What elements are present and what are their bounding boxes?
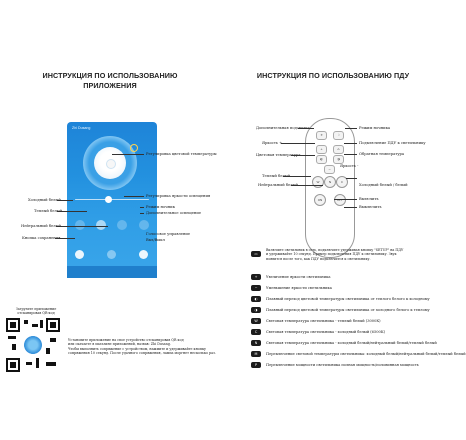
leader-line xyxy=(55,238,75,239)
leader-line xyxy=(283,176,311,177)
label-extra-light: Дополнительное освещение xyxy=(146,211,202,215)
instructions-line: сопряжения 10 секунд. После удачного сопряжения, лампа моргнет несколько раз. xyxy=(68,350,216,355)
on-button[interactable]: ON xyxy=(314,194,326,206)
legend-icon: ◐ xyxy=(251,296,261,302)
instructions-line: Установите приложение на свое устройство отсканировав QR код xyxy=(68,338,184,342)
qr-code[interactable] xyxy=(6,318,60,372)
qr-module xyxy=(12,344,16,350)
app-title: Zhi Dusang xyxy=(72,126,91,130)
leader-line xyxy=(346,178,357,179)
leader-line xyxy=(281,143,315,144)
setup-button[interactable]: ⌂ xyxy=(333,145,344,154)
label-on-off: Вкл/Выкл xyxy=(146,238,165,242)
label-brightness-minus: Яркость - xyxy=(340,164,359,168)
color-temp-button[interactable]: ◐ xyxy=(316,155,327,164)
leader-line xyxy=(56,226,108,227)
pairing-line: и удерживайте 10 секунд. Пример подключения ПДУ к светильнику. Звук xyxy=(266,252,397,257)
label-night-mode: Режим ночник xyxy=(146,205,175,209)
brightness-slider-thumb[interactable] xyxy=(105,196,112,203)
legend-text: Световая температура светильника - теплый белый (3000К) xyxy=(266,319,381,323)
label-turn-on: Включить xyxy=(359,197,379,201)
qr-finder-core xyxy=(50,322,56,328)
label-pair-remote: Подключение ПДУ к светильнику xyxy=(359,141,426,145)
left-heading-line1: ИНСТРУКЦИЯ ПО ИСПОЛЬЗОВАНИЮ xyxy=(42,71,178,80)
mode-buttons xyxy=(75,220,149,230)
pairing-line: появится после того, как ПДУ подключится к светильнику. xyxy=(266,256,371,261)
qr-finder-core xyxy=(10,362,16,368)
label-neutral-white: Нейтральный белый xyxy=(258,183,298,187)
label-turn-off: Выключить xyxy=(359,205,382,209)
legend-icon: C xyxy=(251,329,261,335)
leader-line xyxy=(124,196,144,197)
leader-line xyxy=(140,207,144,208)
extra-light-button[interactable]: ☀ xyxy=(316,131,327,140)
qr-module xyxy=(26,362,32,365)
label-color-temp: Цветовая температура xyxy=(256,153,301,157)
label-cold-neutral: Холодный белый / белый xyxy=(359,183,408,187)
night-mode-button[interactable] xyxy=(139,220,149,230)
qr-module xyxy=(40,320,43,328)
qr-module xyxy=(32,324,38,327)
leader-line xyxy=(345,128,357,129)
qr-caption xyxy=(6,307,66,316)
label-voice-control: Голосовое управление xyxy=(146,232,191,236)
qr-module xyxy=(50,338,56,342)
app-logo-icon xyxy=(24,336,42,354)
qr-finder-core xyxy=(10,322,16,328)
leader-line xyxy=(57,211,87,212)
left-heading-line2: ПРИЛОЖЕНИЯ xyxy=(83,81,137,90)
brightness-plus-button[interactable]: + xyxy=(316,145,327,154)
app-instructions xyxy=(68,338,218,355)
legend-text: Плавный переход цветовой температуры светильника от теплого белого к холодному xyxy=(266,297,430,301)
brightness-slider[interactable] xyxy=(75,199,149,200)
label-cold-white: Холодный белый xyxy=(28,198,61,202)
legend-text: Переключение световой температуры светильника: холодный белый/нейтральный белый/теплый белый xyxy=(266,352,466,356)
legend-text: Плавный переход цветовой температуры светильника от холодного белого к теплому xyxy=(266,308,430,312)
legend-icon: ◑ xyxy=(251,307,261,313)
qr-module xyxy=(36,358,39,368)
brightness-minus-button[interactable]: − xyxy=(324,165,335,174)
legend-text: Световая температура светильника - холодный белый (6500К) xyxy=(266,330,385,334)
legend-text: Увеличение яркости светильника xyxy=(266,275,331,279)
legend-text: Переключение мощности светильника полная мощность/половинная мощность xyxy=(266,363,419,367)
dial-knob[interactable] xyxy=(106,159,116,169)
reverse-temp-button[interactable]: ◑ xyxy=(333,155,344,164)
qr-caption-line1: Загрузите приложение xyxy=(15,307,57,311)
label-warm-white: Теплый белый xyxy=(262,174,291,178)
label-brightness-plus: Яркость + xyxy=(262,141,283,145)
power-icon[interactable] xyxy=(130,144,138,152)
legend-text: Уменьшение яркости светильника xyxy=(266,286,332,290)
neutral-white-button[interactable] xyxy=(117,220,127,230)
qr-module xyxy=(24,320,28,324)
right-heading: ИНСТРУКЦИЯ ПО ИСПОЛЬЗОВАНИЮ ПДУ xyxy=(256,71,410,80)
legend-icon: P xyxy=(251,362,261,368)
warm-white-button[interactable] xyxy=(96,220,106,230)
leader-line xyxy=(334,199,357,200)
leader-line xyxy=(344,143,357,144)
on-off-button[interactable] xyxy=(139,250,148,259)
qr-module xyxy=(46,362,56,366)
label-save-button: Кнопка сохранения xyxy=(22,236,61,240)
label-color-temp-reverse: Обратная температура xyxy=(359,152,405,156)
qr-caption-line2: отсканировав QR-код xyxy=(17,311,55,316)
label-warm-white: Теплый белый xyxy=(34,209,63,213)
leader-line xyxy=(112,154,144,155)
cold-white-button[interactable] xyxy=(75,220,85,230)
legend-icon: W xyxy=(251,318,261,324)
qr-module xyxy=(46,348,50,354)
warm-white-button[interactable]: W xyxy=(312,176,324,188)
pairing-instructions xyxy=(266,248,436,261)
label-neutral-white: Нейтральный белый xyxy=(21,224,61,228)
legend-icon: + xyxy=(251,274,261,280)
leader-line xyxy=(140,213,144,214)
leader-line xyxy=(291,155,315,156)
pairing-line: Включите светильник в сеть, подключите удерживая кнопку "SETUP" на ПДУ xyxy=(266,248,404,252)
night-mode-button[interactable]: ☽ xyxy=(333,131,344,140)
legend-icon: − xyxy=(251,285,261,291)
app-bottom-bar xyxy=(67,266,157,278)
label-extra-light: Дополнительная подсветка xyxy=(256,126,310,130)
voice-button[interactable] xyxy=(107,250,116,259)
left-heading xyxy=(20,71,200,91)
cold-white-button[interactable]: C xyxy=(336,176,348,188)
legend-icon: N xyxy=(251,340,261,346)
leader-line xyxy=(57,200,73,201)
instructions-line: или скачаете в магазине приложений, назвав: Zhi Dusang. xyxy=(68,342,171,347)
label-brightness: Регулировка яркости освещения xyxy=(146,194,211,198)
label-color-temp: Регулировка цветовой температуры xyxy=(146,152,217,156)
label-night-mode: Режим ночника xyxy=(359,126,391,130)
legend-text: Световая температура светильника - холодный белый/нейтральный белый/теплый белый xyxy=(266,341,437,345)
off-button[interactable]: OFF xyxy=(334,194,346,206)
qr-module xyxy=(8,336,16,339)
save-button[interactable] xyxy=(75,250,84,259)
leader-line xyxy=(344,154,357,155)
neutral-white-button[interactable]: N xyxy=(324,176,336,188)
leader-line xyxy=(344,207,357,208)
remote-pairing-icon: ▭ xyxy=(251,251,261,257)
leader-line xyxy=(298,128,314,129)
leader-line xyxy=(291,185,323,186)
instructions-line: Чтобы выполнить сопряжение с устройством, нажмите и удерживайте кнопку xyxy=(68,346,206,351)
legend-icon: M xyxy=(251,351,261,357)
remote-control xyxy=(305,118,355,258)
app-screenshot xyxy=(67,122,157,278)
